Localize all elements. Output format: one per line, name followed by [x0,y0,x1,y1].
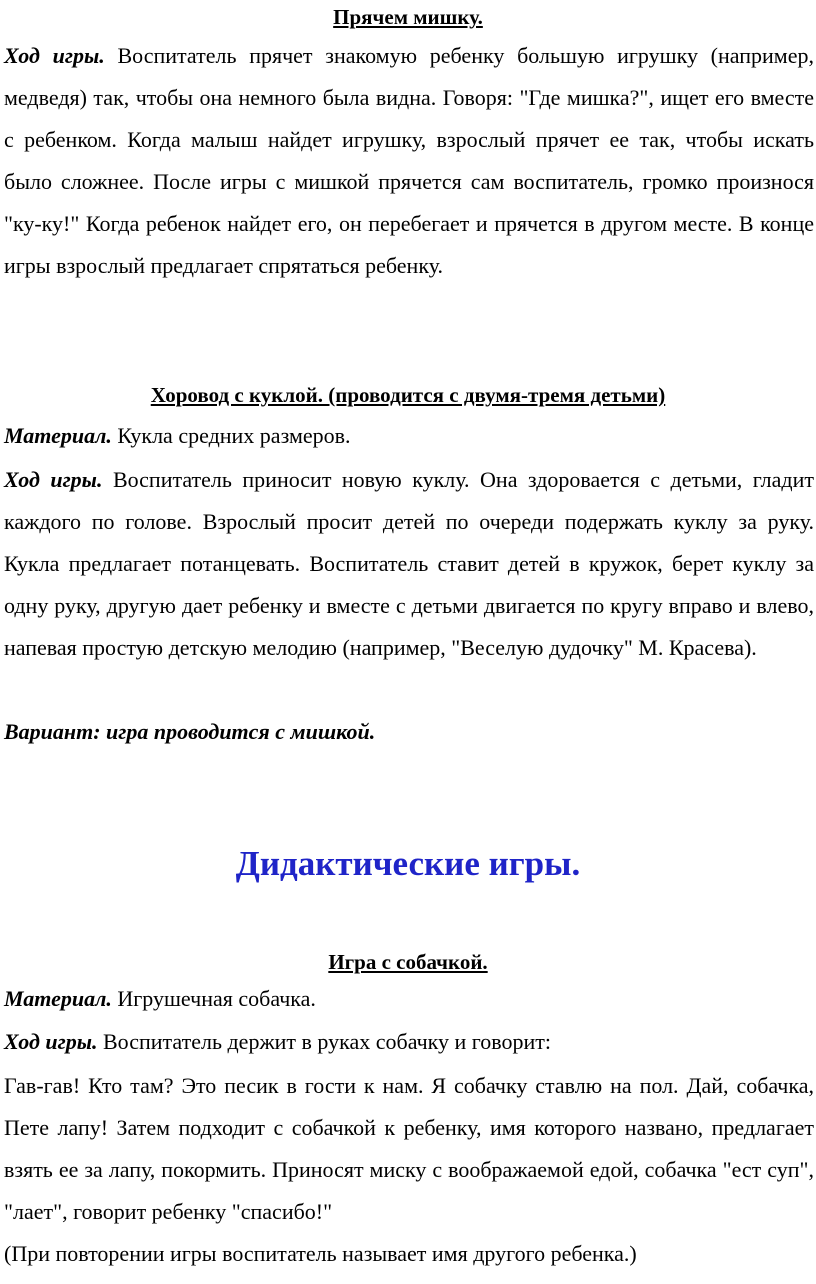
section-title-dog-game: Игра с собачкой. [328,950,488,974]
paragraph-hide-bear-game [4,35,814,287]
paragraph-doll-material [4,415,814,457]
material-text: Кукла средних размеров. [117,423,351,448]
paragraph-dog-dialog: Гав-гав! Кто там? Это песик в гости к нам. Я собачку ставлю на пол. Дай, собачка, Пете лапу! Затем подходит с собачкой к ребенку, имя которого названо, предлагает взять ее за лапу, покормить. Приносят миску с воображаемой едой, собачка "ест суп", "лает", говорит ребенку "спасибо!" [4,1073,814,1224]
game-course-label: Ход игры. [4,467,103,492]
paragraph-round-dance-game [4,459,814,669]
didactic-games-title: Дидактические игры. [235,844,581,883]
paragraph-dog-material [4,978,814,1020]
material-label: Материал. [4,986,112,1011]
game-course-label: Ход игры. [4,43,105,68]
game-course-label: Ход игры. [4,1029,98,1054]
game-course-text: Воспитатель держит в руках собачку и говорит: [102,1029,552,1054]
paragraph-dog-game [4,1021,814,1063]
section-title-round-dance: Хоровод с куклой. (проводится с двумя-тремя детьми) [150,383,666,407]
variant-note: Вариант: игра проводится с мишкой. [4,719,376,744]
material-label: Материал. [4,423,112,448]
paragraph-repeat-note: (При повторении игры воспитатель называет имя другого ребенка.) [4,1241,637,1266]
game-course-text: Воспитатель прячет знакомую ребенку большую игрушку (например, медведя) так, чтобы она немного была видна. Говоря: "Где мишка?", ищет его вместе с ребенком. Когда малыш найдет игрушку, взрослый прячет ее так, чтобы искать было сложнее. После игры с мишкой прячется сам воспитатель, громко произнося "ку-ку!" Когда ребенок найдет его, он перебегает и прячется в другом месте. В конце игры взрослый предлагает спрятаться ребенку. [4,43,814,278]
section-title-hide-bear: Прячем мишку. [333,5,483,29]
game-course-text: Воспитатель приносит новую куклу. Она здоровается с детьми, гладит каждого по голове. Взрослый просит детей по очереди подержать куклу за руку. Кукла предлагает потанцевать. Воспитатель ставит детей в кружок, берет куклу за одну руку, другую дает ребенку и вместе с детьми двигается по кругу вправо и влево, напевая простую детскую мелодию (например, "Веселую дудочку" М. Красева). [4,467,815,660]
material-text: Игрушечная собачка. [117,986,316,1011]
